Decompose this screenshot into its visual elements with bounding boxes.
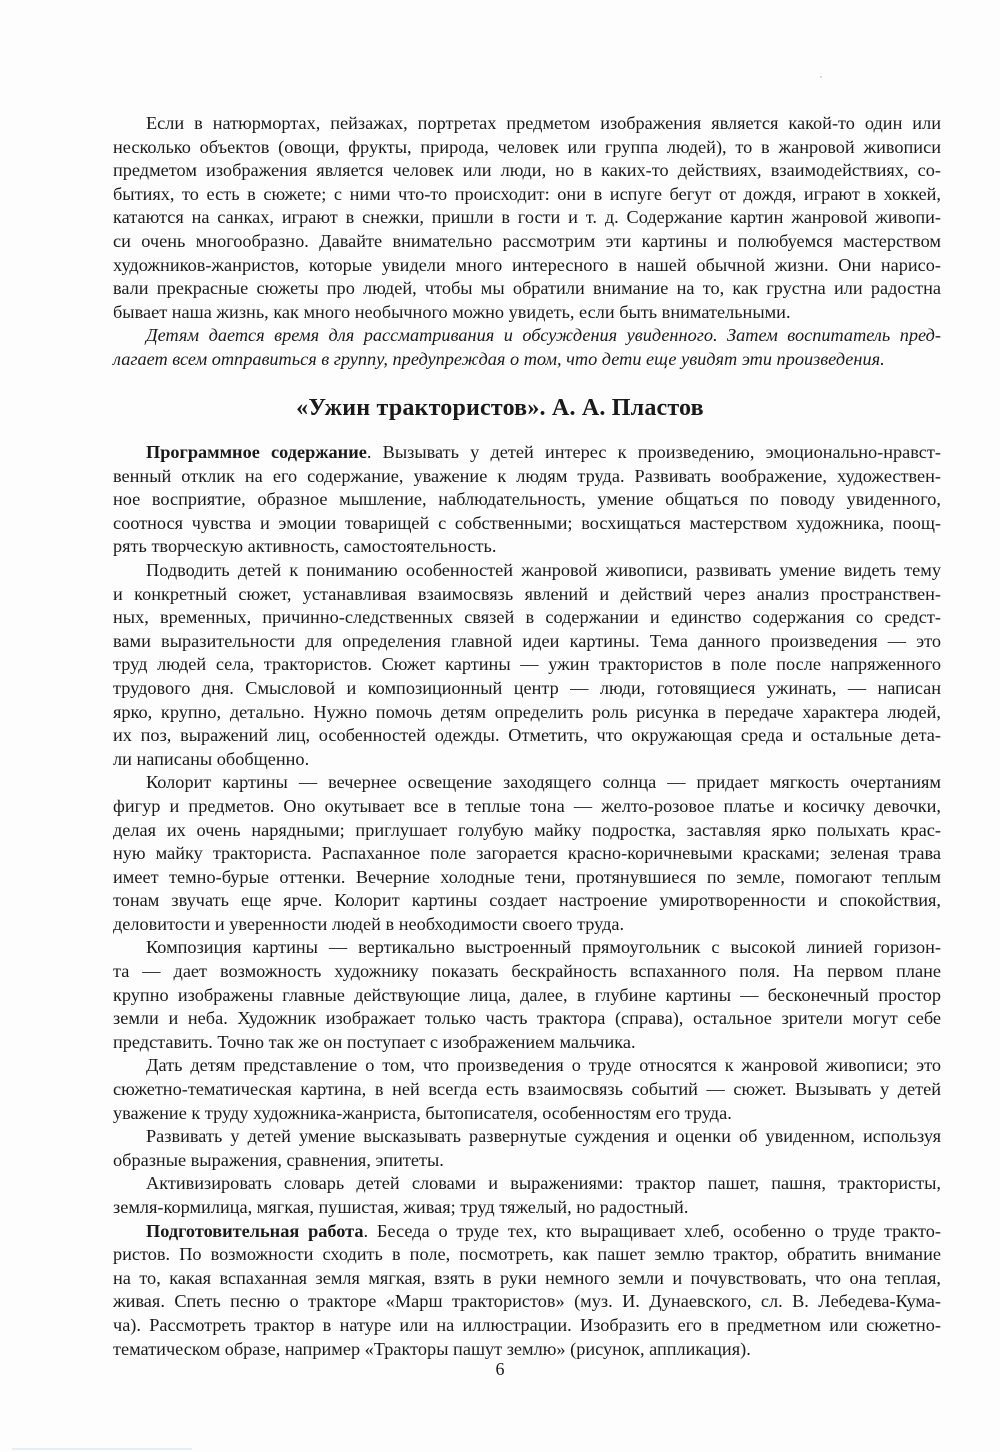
text-line: образные выражения, сравнения, эпитеты. [113,1149,444,1170]
genre-labor-paragraph [113,1054,941,1125]
text-line: Развивать у детей умение высказывать развернутые суждения и оценки об увиденном, используя [146,1126,941,1147]
section-heading: «Ужин трактористов». А. А. Пластов [296,395,704,421]
text-line: представить. Точно так же он поступает с изображением мальчика. [113,1031,636,1052]
text-line: бытиях, то есть в сюжете; с ними что-то происходит: они в испуге бегут от дождя, играют в хоккей, [113,183,941,204]
text-line: вали прекрасные сюжеты про людей, чтобы мы обратили внимание на то, как грустна или радостна [113,278,941,299]
text-line: Активизировать словарь детей словами и выражениями: трактор пашет, пашня, трактористы, [146,1173,941,1194]
text-line: вами выразительности для определения главной идеи картины. Тема данного произведения — это [113,630,941,651]
text-line: бывает наша жизнь, как много необычного можно увидеть, если быть внимательными. [113,301,791,322]
text-line: живая. Спеть песню о тракторе «Марш трактористов» (муз. И. Дунаевского, сл. В. Лебедева-Кума- [113,1291,941,1312]
text-line: соотнося чувства и эмоции товарищей с собственными; восхищаться мастерством художника, поощ- [113,512,941,533]
program-content-text: . Вызывать у детей интерес к произведению, эмоционально-нравст- [366,442,941,462]
text-line: делая их очень нарядными; приглушает голубую майку подростка, заставляя ярко полыхать крас- [113,819,941,840]
text-line [113,1220,941,1244]
scan-edge-artifact [12,1448,192,1450]
text-line: Детям дается время для рассматривания и обсуждения увиденного. Затем воспитатель пред- [146,325,941,346]
intro-paragraph [113,112,941,324]
text-line: тонам звучать еще ярче. Колорит картины создает настроение умиротворенности и спокойствия, [113,890,941,911]
scan-speck [820,76,822,78]
text-line: Композиция картины — вертикально выстроенный прямоугольник с высокой линией горизон- [146,937,941,958]
intro-block [113,112,941,372]
text-line: сюжетно-тематическая картина, в ней всегда есть взаимосвязь событий — сюжет. Вызывать у детей [113,1079,941,1100]
text-line: ных, временных, причинно-следственных связей в содержании и единство содержания со средст- [113,607,941,628]
teacher-instruction-paragraph [113,324,941,371]
text-line: земли и неба. Художник изображает только часть трактора (справа), остальное зрители могут себе [113,1008,941,1029]
text-line: их поз, выражений лиц, особенностей одежды. Отметить, что окружающая среда и остальные дета- [113,725,941,746]
genre-paragraph [113,559,941,771]
text-line: труд людей села, трактористов. Сюжет картины — ужин трактористов в поле после напряженного [113,654,941,675]
text-line: ную майку тракториста. Распаханное поле загорается красно-коричневыми красками; зеленая трава [113,843,941,864]
text-line: си очень многообразно. Давайте внимательно рассмотрим эти картины и полюбуемся мастерством [113,230,941,251]
text-line: ристов. По возможности сходить в поле, посмотреть, как пашет землю трактор, обратить внимание [113,1244,941,1265]
preparatory-work-text: . Беседа о труде тех, кто выращивает хлеб, особенно о труде тракто- [363,1220,942,1241]
text-line: художников-жанристов, которые увидели много интересного в нашей обычной жизни. Они нарисо- [113,254,941,275]
text-line: Колорит картины — вечернее освещение заходящего солнца — придает мягкость очертаниям [146,772,941,793]
preparatory-work-paragraph [113,1220,941,1362]
program-content-paragraph [113,441,941,559]
speech-paragraph [113,1125,941,1172]
text-line: предметом изображения является человек или люди, но в каких-то действиях, взаимодействиях, со- [113,160,941,181]
text-line: крупно изображены главные действующие лица, далее, в глубине картины — бесконечный простор [113,984,941,1005]
text-line [113,441,941,465]
text-line: деловитости и уверенности людей в необходимости своего труда. [113,913,625,934]
text-line: ярко, крупно, детально. Нужно помочь детям определить роль рисунка в передаче характера людей, [113,701,941,722]
text-line: Если в натюрмортах, пейзажах, портретах предметом изображения является какой-то один или [146,113,941,133]
program-content-label: Программное содержание [146,442,367,462]
text-line: лагает всем отправиться в группу, предупреждая о том, что дети еще увидят эти произведения. [113,348,885,369]
page-number: 6 [495,1359,505,1379]
text-line: катаются на санках, играют в снежки, пришли в гости и т. д. Содержание картин жанровой живопи- [113,207,941,228]
text-line: рять творческую активность, самостоятельность. [113,536,497,557]
color-paragraph [113,771,941,936]
text-line: несколько объектов (овощи, фрукты, природа, человек или группа людей), то в жанровой живописи [113,136,941,157]
text-line: трудового дня. Смысловой и композиционный центр — люди, готовящиеся ужинать, — написан [113,677,941,698]
text-line: фигур и предметов. Оно окутывает все в теплые тона — желто-розовое платье и косичку девочки, [113,795,941,816]
text-line: ча). Рассмотреть трактор в натуре или на иллюстрации. Изобразить его в предметном или сюжетно- [113,1314,941,1335]
text-line: Подводить детей к пониманию особенностей жанровой живописи, развивать умение видеть тему [146,559,941,580]
lesson-block [113,441,941,1361]
text-line: ли написаны обобщенно. [113,748,310,769]
text-line: та — дает возможность художнику показать бескрайность вспаханного поля. На первом плане [113,961,941,982]
vocabulary-paragraph [113,1172,941,1219]
text-line: тематическом образе, например «Тракторы пашут землю» (рисунок, аппликация). [113,1338,751,1359]
composition-paragraph [113,936,941,1054]
text-line: имеет темно-бурые оттенки. Вечерние холодные тени, протянувшиеся по земле, помогают теплым [113,866,941,887]
text-line: Дать детям представление о том, что произведения о труде относятся к жанровой живописи; это [146,1055,941,1076]
text-line: ное восприятие, образное мышление, наблюдательность, умение общаться по поводу увиденного, [113,489,941,510]
text-line: земля-кормилица, мягкая, пушистая, живая; труд тяжелый, но радостный. [113,1197,689,1217]
text-line: на то, какая вспаханная земля мягкая, взять в руки немного земли и почувствовать, что она теплая, [113,1267,941,1288]
preparatory-work-label: Подготовительная работа [146,1220,364,1241]
text-line: уважение к труду художника-жанриста, бытописателя, особенностям его труда. [113,1102,732,1123]
text-line: и конкретный сюжет, устанавливая взаимосвязь явлений и действий через анализ пространствен- [113,583,941,604]
text-line: венный отклик на его содержание, уважение к людям труда. Развивать воображение, художествен- [113,465,941,486]
